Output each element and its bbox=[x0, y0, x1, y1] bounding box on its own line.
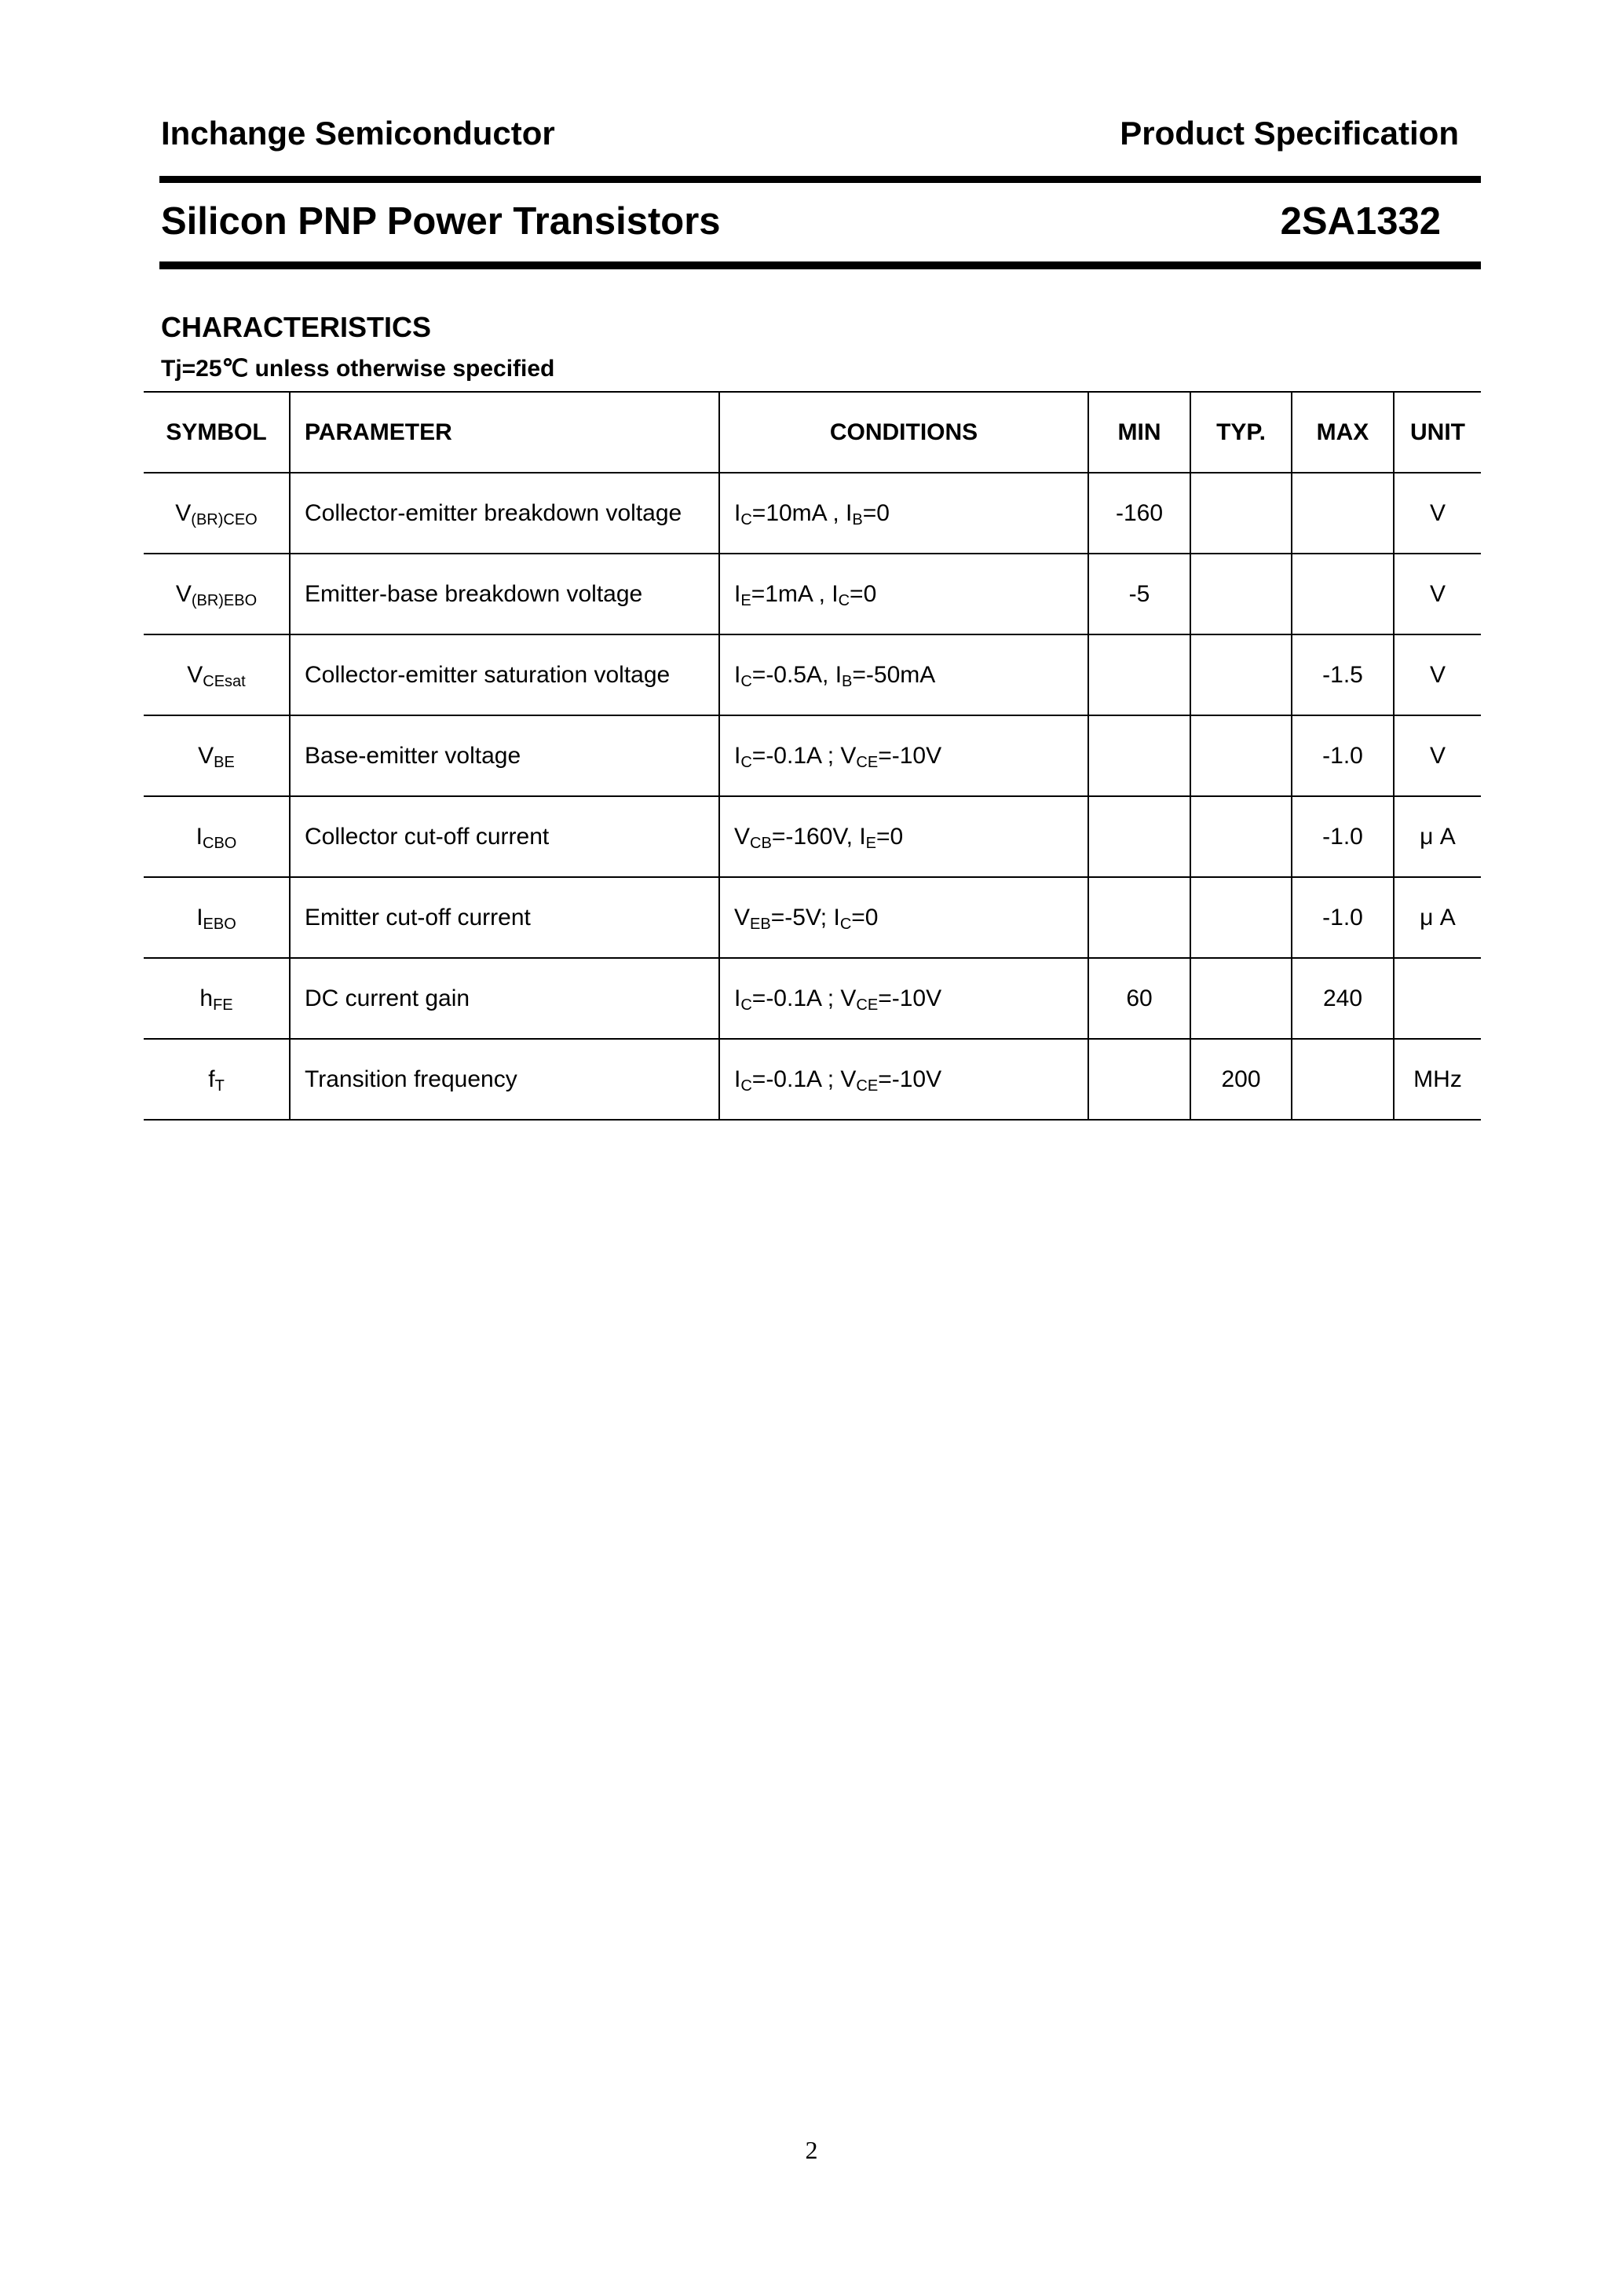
characteristics-table bbox=[144, 391, 1481, 1121]
cell-conditions bbox=[719, 473, 1088, 554]
condition-text: =-5V; bbox=[770, 904, 834, 930]
cell-parameter: Collector-emitter breakdown voltage bbox=[290, 473, 719, 554]
condition-subscript: CE bbox=[856, 996, 879, 1014]
condition-symbol: I bbox=[734, 580, 741, 607]
condition-subscript: C bbox=[740, 753, 752, 771]
cell-conditions bbox=[719, 1039, 1088, 1120]
symbol-base: V bbox=[175, 580, 192, 607]
condition-text: =-160V, bbox=[771, 823, 860, 850]
condition-subscript: C bbox=[740, 1077, 752, 1095]
condition-subscript: B bbox=[842, 672, 853, 690]
table-row bbox=[144, 877, 1481, 958]
condition-text: =10mA , bbox=[751, 499, 846, 526]
condition-text: =-0.5A, bbox=[751, 661, 835, 688]
symbol-subscript: T bbox=[214, 1077, 225, 1095]
condition-text: =-0.1A ; bbox=[751, 742, 841, 769]
header-conditions: CONDITIONS bbox=[719, 392, 1088, 473]
condition-text: =-10V bbox=[878, 742, 942, 769]
cell-max bbox=[1292, 554, 1394, 634]
cell-symbol bbox=[144, 554, 290, 634]
table-row bbox=[144, 473, 1481, 554]
cell-symbol bbox=[144, 634, 290, 715]
symbol-subscript: CEsat bbox=[203, 672, 246, 690]
condition-subscript: CE bbox=[856, 753, 879, 771]
condition-symbol: V bbox=[840, 985, 857, 1011]
condition-text: =0 bbox=[850, 580, 877, 607]
condition-symbol: I bbox=[832, 580, 839, 607]
cell-max: -1.0 bbox=[1292, 796, 1394, 877]
condition-subscript: C bbox=[839, 915, 852, 933]
cell-conditions bbox=[719, 958, 1088, 1039]
table-row bbox=[144, 958, 1481, 1039]
cell-min: 60 bbox=[1088, 958, 1190, 1039]
condition-subscript: CE bbox=[856, 1077, 879, 1095]
table-row bbox=[144, 554, 1481, 634]
cell-min bbox=[1088, 1039, 1190, 1120]
cell-unit: MHz bbox=[1394, 1039, 1481, 1120]
cell-parameter: Base-emitter voltage bbox=[290, 715, 719, 796]
cell-unit: V bbox=[1394, 715, 1481, 796]
product-line-title: Silicon PNP Power Transistors bbox=[161, 200, 721, 243]
condition-subscript: C bbox=[740, 510, 752, 528]
cell-min bbox=[1088, 796, 1190, 877]
symbol-subscript: (BR)CEO bbox=[191, 510, 258, 528]
condition-text: =-0.1A ; bbox=[751, 1066, 841, 1092]
cell-conditions bbox=[719, 796, 1088, 877]
cell-symbol bbox=[144, 473, 290, 554]
condition-symbol: V bbox=[840, 1066, 857, 1092]
condition-subscript: CB bbox=[750, 834, 772, 852]
condition-subscript: EB bbox=[750, 915, 771, 933]
condition-symbol: I bbox=[734, 985, 741, 1011]
cell-conditions bbox=[719, 715, 1088, 796]
condition-text: =0 bbox=[862, 499, 890, 526]
cell-symbol bbox=[144, 715, 290, 796]
cell-max bbox=[1292, 1039, 1394, 1120]
header-parameter: PARAMETER bbox=[290, 392, 719, 473]
condition-text: =0 bbox=[876, 823, 904, 850]
cell-max: 240 bbox=[1292, 958, 1394, 1039]
document-type: Product Specification bbox=[1120, 115, 1459, 152]
condition-subscript: E bbox=[740, 591, 751, 609]
cell-parameter: DC current gain bbox=[290, 958, 719, 1039]
symbol-subscript: (BR)EBO bbox=[191, 591, 258, 609]
condition-symbol: I bbox=[846, 499, 853, 526]
cell-max: -1.0 bbox=[1292, 715, 1394, 796]
cell-symbol bbox=[144, 958, 290, 1039]
condition-text: =-50mA bbox=[852, 661, 936, 688]
condition-symbol: I bbox=[734, 661, 741, 688]
cell-typ bbox=[1190, 715, 1292, 796]
cell-typ bbox=[1190, 473, 1292, 554]
cell-symbol bbox=[144, 877, 290, 958]
symbol-base: I bbox=[196, 904, 203, 930]
cell-max bbox=[1292, 473, 1394, 554]
cell-conditions bbox=[719, 634, 1088, 715]
condition-symbol: I bbox=[734, 742, 741, 769]
cell-unit: V bbox=[1394, 473, 1481, 554]
cell-symbol bbox=[144, 1039, 290, 1120]
condition-symbol: I bbox=[734, 499, 741, 526]
cell-parameter: Collector-emitter saturation voltage bbox=[290, 634, 719, 715]
condition-text: =0 bbox=[851, 904, 879, 930]
header-typ: TYP. bbox=[1190, 392, 1292, 473]
section-title: CHARACTERISTICS bbox=[161, 311, 432, 343]
condition-text: =-10V bbox=[878, 1066, 942, 1092]
cell-conditions bbox=[719, 554, 1088, 634]
cell-parameter: Transition frequency bbox=[290, 1039, 719, 1120]
table-body bbox=[144, 473, 1481, 1120]
symbol-base: h bbox=[199, 985, 214, 1011]
cell-typ bbox=[1190, 958, 1292, 1039]
condition-subscript: C bbox=[740, 996, 752, 1014]
cell-typ bbox=[1190, 634, 1292, 715]
condition-subscript: E bbox=[865, 834, 876, 852]
cell-min bbox=[1088, 715, 1190, 796]
symbol-subscript: CBO bbox=[203, 834, 237, 852]
symbol-base: f bbox=[208, 1066, 215, 1092]
cell-typ: 200 bbox=[1190, 1039, 1292, 1120]
part-number: 2SA1332 bbox=[1280, 200, 1441, 243]
cell-typ bbox=[1190, 877, 1292, 958]
symbol-base: I bbox=[196, 823, 203, 850]
cell-conditions bbox=[719, 877, 1088, 958]
cell-symbol bbox=[144, 796, 290, 877]
condition-text: =1mA , bbox=[751, 580, 832, 607]
symbol-base: V bbox=[187, 661, 203, 688]
header-max: MAX bbox=[1292, 392, 1394, 473]
cell-min: -160 bbox=[1088, 473, 1190, 554]
condition-symbol: V bbox=[734, 904, 751, 930]
table-row bbox=[144, 715, 1481, 796]
condition-symbol: V bbox=[840, 742, 857, 769]
condition-text: =-0.1A ; bbox=[751, 985, 841, 1011]
condition-subscript: C bbox=[740, 672, 752, 690]
symbol-base: V bbox=[175, 499, 192, 526]
cell-min bbox=[1088, 877, 1190, 958]
cell-unit: μ A bbox=[1394, 877, 1481, 958]
cell-unit: V bbox=[1394, 634, 1481, 715]
cell-unit: μ A bbox=[1394, 796, 1481, 877]
condition-text: =-10V bbox=[878, 985, 942, 1011]
header-unit: UNIT bbox=[1394, 392, 1481, 473]
condition-subscript: B bbox=[852, 510, 863, 528]
condition-symbol: I bbox=[835, 661, 843, 688]
title-divider bbox=[159, 261, 1481, 269]
symbol-base: V bbox=[198, 742, 214, 769]
condition-symbol: I bbox=[859, 823, 866, 850]
table-row bbox=[144, 796, 1481, 877]
symbol-subscript: FE bbox=[213, 996, 233, 1014]
page-number: 2 bbox=[805, 2136, 818, 2164]
cell-parameter: Emitter cut-off current bbox=[290, 877, 719, 958]
cell-max: -1.0 bbox=[1292, 877, 1394, 958]
header-min: MIN bbox=[1088, 392, 1190, 473]
table-row bbox=[144, 1039, 1481, 1120]
cell-unit: V bbox=[1394, 554, 1481, 634]
condition-symbol: I bbox=[833, 904, 840, 930]
symbol-subscript: BE bbox=[214, 753, 235, 771]
cell-max: -1.5 bbox=[1292, 634, 1394, 715]
cell-min: -5 bbox=[1088, 554, 1190, 634]
condition-symbol: V bbox=[734, 823, 751, 850]
company-name: Inchange Semiconductor bbox=[161, 115, 555, 152]
table-row bbox=[144, 634, 1481, 715]
table-header-row bbox=[144, 392, 1481, 473]
cell-unit bbox=[1394, 958, 1481, 1039]
cell-parameter: Emitter-base breakdown voltage bbox=[290, 554, 719, 634]
cell-typ bbox=[1190, 796, 1292, 877]
condition-symbol: I bbox=[734, 1066, 741, 1092]
section-subtitle: Tj=25℃ unless otherwise specified bbox=[161, 356, 555, 382]
cell-min bbox=[1088, 634, 1190, 715]
cell-parameter: Collector cut-off current bbox=[290, 796, 719, 877]
cell-typ bbox=[1190, 554, 1292, 634]
header-divider bbox=[159, 176, 1481, 183]
condition-subscript: C bbox=[838, 591, 850, 609]
symbol-subscript: EBO bbox=[203, 915, 236, 933]
header-symbol: SYMBOL bbox=[144, 392, 290, 473]
